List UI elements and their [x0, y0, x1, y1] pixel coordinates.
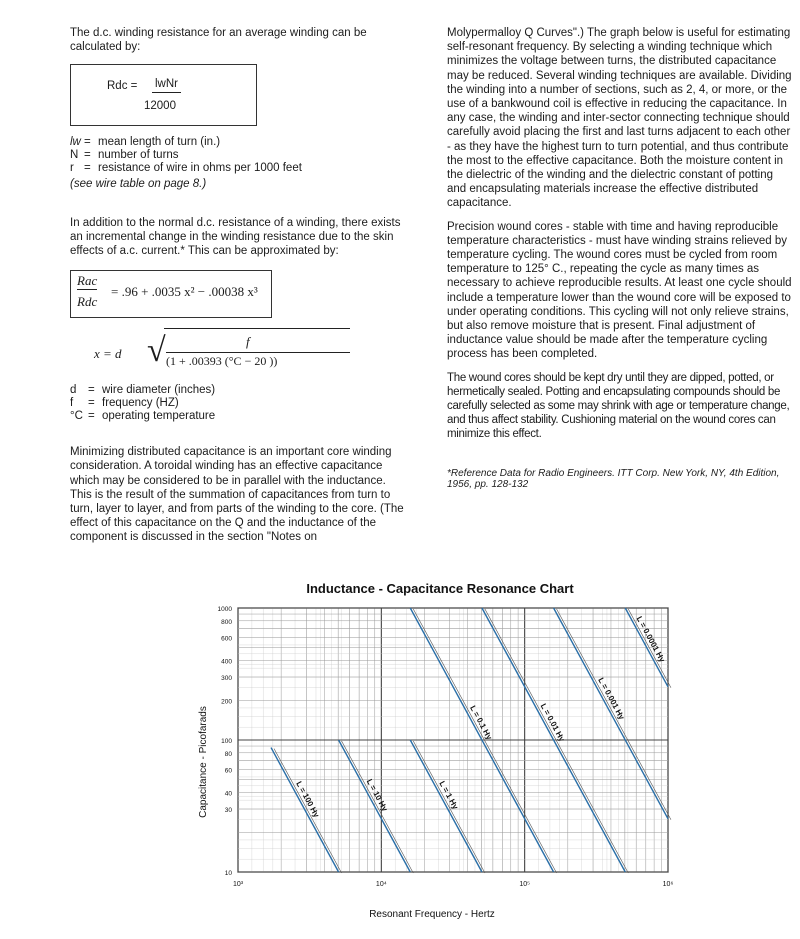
definition-text: resistance of wire in ohms per 1000 feet [98, 162, 302, 175]
ratio-numerator: Rac [77, 274, 97, 290]
series-line-shadow [413, 609, 556, 873]
variable-definitions-2 [70, 384, 410, 423]
y-tick-label: 300 [221, 675, 232, 683]
y-tick-label: 80 [224, 750, 232, 758]
q-curves-paragraph: Molypermalloy Q Curves".) The graph below is useful for estimating self-resonant frequency. By selecting a winding technique which minimizes the voltage between turns, the distributed capacitance may be reduced. Several winding techniques are available. Dividing the winding into a number of sections, such as 2, 4, or more, or the use of a bankwound coil is effective in reducing the capacitance. In any case, the winding and inter-sector connecting technique should carefully avoid placing the first and last turns adjacent to each other - as they have the highest turn to turn potential, and thus contribute the most to the effective capacitance. Both the moisture content in the dielectric of the winding and the dielectric constant of potting and encapsulating materials increase the effective distributed capacitance. [447, 27, 792, 210]
y-tick-label: 100 [221, 738, 232, 745]
x-tick-label: 10⁶ [662, 881, 674, 888]
chart-ticks [218, 606, 674, 888]
series-line-shadow [413, 741, 485, 873]
x-tick-label: 10⁴ [375, 881, 387, 888]
reference-footnote: *Reference Data for Radio Engineers. ITT Corp. New York, NY, 4th Edition, 1956, pp. 128-132 [447, 467, 780, 491]
ac-dc-ratio-formula [70, 270, 272, 318]
chart-y-axis-label: Capacitance - Picofarads [198, 706, 209, 818]
definition-symbol: lw [70, 136, 81, 149]
formula-lhs: Rdc = [107, 80, 138, 93]
variable-definitions [70, 136, 410, 175]
definition-text: mean length of turn (in.) [98, 136, 221, 149]
series-label: L = 0.0001 Hy [634, 614, 667, 664]
formula-denominator: 12000 [144, 100, 176, 113]
chart-x-axis-label: Resonant Frequency - Hertz [369, 909, 495, 920]
x-tick-label: 10⁵ [519, 881, 531, 888]
wire-table-note: (see wire table on page 8.) [70, 178, 207, 191]
definition-symbol: f [70, 397, 74, 410]
definition-text: wire diameter (inches) [102, 384, 216, 397]
series-label: L = 0.001 Hy [596, 676, 627, 722]
series-line-shadow [342, 741, 414, 873]
y-tick-label: 10 [224, 870, 232, 877]
definition-row: f = frequency (HZ) [70, 397, 179, 410]
y-tick-label: 800 [221, 618, 232, 626]
skin-effect-paragraph: In addition to the normal d.c. resistance of a winding, there exists an incremental change in the winding resistance due to the skin effects of a.c. current.* This can be approximated by: [70, 216, 401, 258]
definition-row: d = wire diameter (inches) [70, 384, 216, 397]
definition-symbol: d [70, 384, 77, 397]
series-label: L = 100 Hy [294, 779, 322, 819]
definition-text: number of turns [98, 149, 179, 162]
capacitance-paragraph: Minimizing distributed capacitance is an important core winding consideration. A toroidal winding has an effective capacitance which may be considered to be in parallel with the inductance. This is the result of the summation of capacitances from turn to turn, layer to layer, and from parts of the winding to the core. (The effect of this capacitance on the Q and the inductance of the component is discussed in the section "Notes on [70, 446, 404, 544]
definition-row: lw = mean length of turn (in.) [70, 136, 221, 149]
potting-paragraph: The wound cores should be kept dry until they are dipped, potted, or hermetically sealed. Potting and encapsulating compounds should be carefully selected as some may shrink with age or temperature change, and thus affect stability. Cushioning material on the wound cores can minimize this effect. [447, 371, 790, 441]
series-line-shadow [485, 609, 628, 873]
x-formula-numerator: f [246, 334, 250, 350]
definition-row: N = number of turns [70, 149, 179, 162]
definition-row: r = resistance of wire in ohms per 1000 feet [70, 162, 302, 175]
x-formula-denominator: (1 + .00393 (°C − 20 )) [166, 354, 278, 369]
y-tick-label: 60 [224, 767, 232, 775]
y-tick-label: 1000 [217, 606, 232, 613]
y-tick-label: 30 [224, 807, 232, 815]
definition-text: frequency (HZ) [102, 397, 179, 410]
series-label: L = 10 Hy [364, 777, 390, 813]
intro-paragraph: The d.c. winding resistance for an average winding can be calculated by: [70, 27, 367, 54]
resonance-chart [0, 560, 800, 939]
series-label: L = 1 Hy [437, 779, 461, 811]
ratio-denominator: Rdc [77, 294, 98, 310]
y-tick-label: 40 [224, 790, 232, 798]
definition-text: operating temperature [102, 410, 216, 423]
left-column [70, 26, 410, 554]
x-tick-label: 10³ [232, 881, 244, 888]
y-tick-label: 600 [221, 635, 232, 643]
chart-title: Inductance - Capacitance Resonance Chart [306, 581, 574, 596]
x-formula [94, 332, 414, 374]
series-label: L = 0.1 Hy [468, 704, 494, 742]
radical-sign: √ [147, 332, 166, 370]
series-label: L = 0.01 Hy [538, 702, 567, 744]
y-tick-label: 200 [221, 698, 232, 706]
ratio-expression: = .96 + .0035 x² − .00038 x³ [111, 284, 258, 300]
dc-resistance-formula [70, 64, 257, 126]
definition-symbol: °C [70, 410, 83, 423]
right-column [447, 26, 792, 491]
series-line [410, 740, 482, 872]
formula-numerator: lwNr [152, 77, 181, 92]
definition-symbol: r [70, 162, 74, 175]
wound-cores-paragraph: Precision wound cores - stable with time and having reproducible temperature characteristics - must have winding strains relieved by temperature cycling. The wound cores must be cycled from room temperature to 125° C., repeating the cycle as many times as necessary to achieve reproducible results. At least one cycle should include a temperature lower than the wound core will be exposed to under operating conditions. This cycling will not only relieve strains, but also remove moisture that is present. Final adjustment of inductance value should be made after the temperature cycling process has been completed. [447, 220, 792, 361]
x-formula-lhs: x = d [94, 346, 122, 362]
definition-symbol: N [70, 149, 79, 162]
y-tick-label: 400 [221, 658, 232, 666]
definition-row: °C = operating temperature [70, 410, 216, 423]
